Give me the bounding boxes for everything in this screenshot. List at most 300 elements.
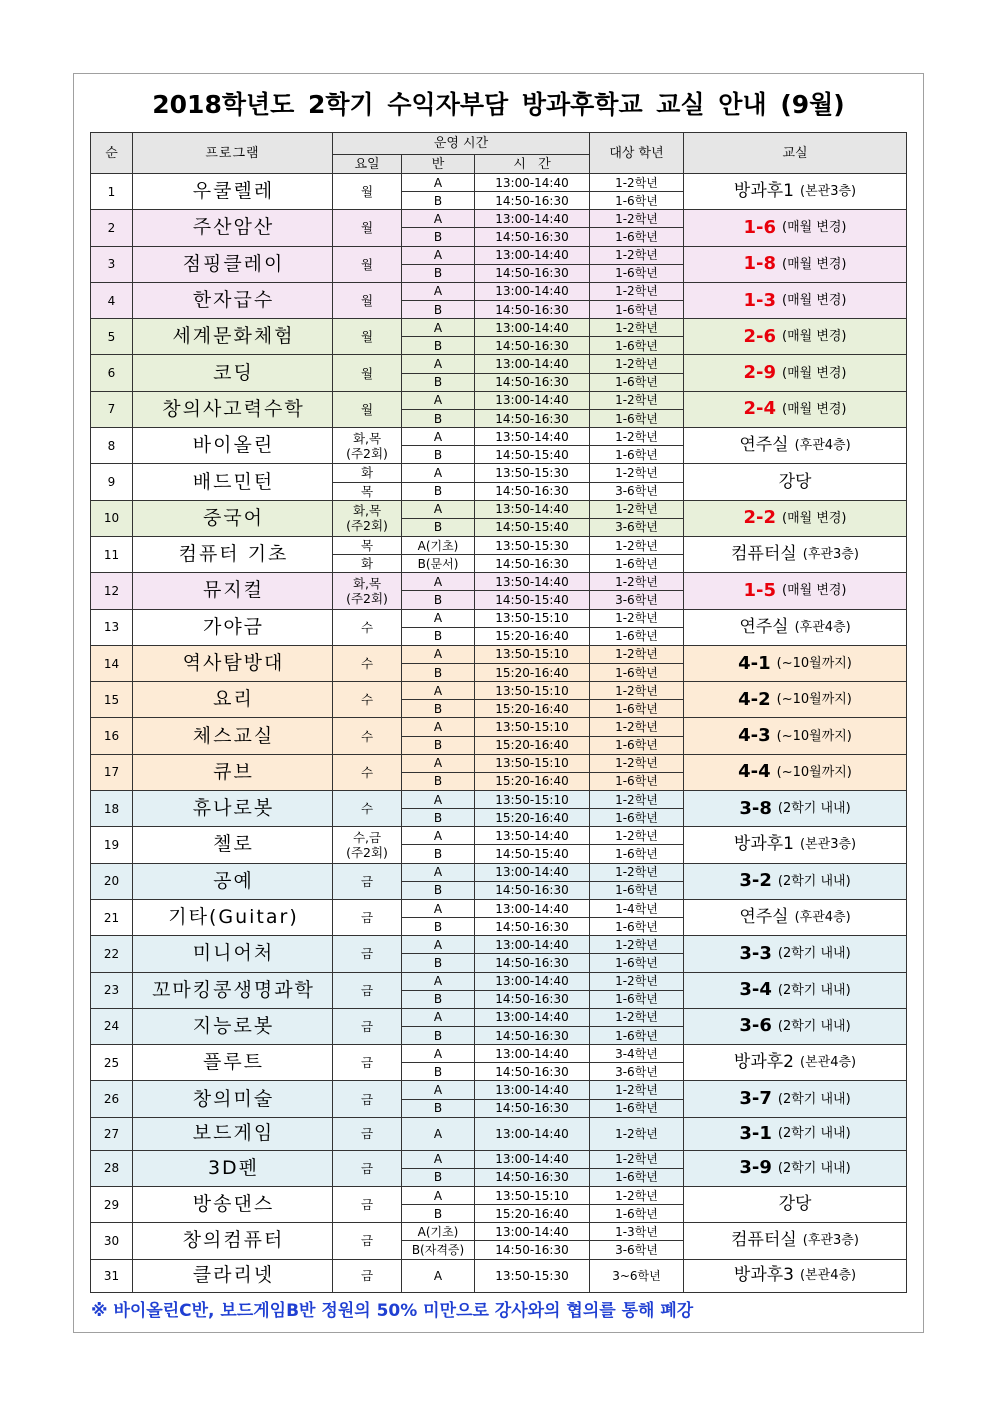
cell-program: 코딩	[133, 355, 333, 391]
cell-time: 14:50-16:30	[475, 374, 590, 392]
room-note: (2학기 내내)	[777, 873, 851, 889]
cell-time: 15:20-16:40	[475, 700, 590, 718]
room-name: 연주실	[739, 435, 789, 456]
day-line: (주2회)	[346, 445, 388, 461]
cell-program: 창의컴퓨터	[133, 1223, 333, 1259]
cell-program: 배드민턴	[133, 464, 333, 500]
cell-class: B(문서)	[402, 555, 475, 573]
cell-program: 뮤지컬	[133, 573, 333, 609]
cell-day	[333, 1187, 402, 1223]
cell-room	[684, 573, 907, 609]
cell-grade: 1-2학년	[590, 319, 684, 337]
cell-no: 6	[91, 355, 133, 391]
cell-grade: 1-6학년	[590, 1027, 684, 1045]
cell-class: B	[402, 700, 475, 718]
cell-class: B	[402, 664, 475, 682]
room-code: 2-4	[743, 398, 776, 420]
cell-time: 13:50-15:10	[475, 610, 590, 628]
cell-time: 14:50-16:30	[475, 918, 590, 936]
room-code: 3-3	[739, 942, 772, 964]
cell-class: B	[402, 1100, 475, 1118]
cell-no: 27	[91, 1118, 133, 1151]
cell-day	[333, 210, 402, 246]
cell-time: 13:50-15:10	[475, 718, 590, 736]
cell-room	[684, 1151, 907, 1187]
day-line: 수	[360, 656, 374, 671]
cell-no: 26	[91, 1081, 133, 1117]
cell-no: 20	[91, 864, 133, 900]
cell-class: B	[402, 337, 475, 355]
cell-program: 우쿨렐레	[133, 174, 333, 210]
cell-program: 플루트	[133, 1045, 333, 1081]
cell-grade: 1-6학년	[590, 882, 684, 900]
room-code: 3-4	[739, 979, 772, 1001]
cell-time: 13:00-14:40	[475, 247, 590, 265]
room-code: 1-5	[743, 579, 776, 601]
cell-room	[684, 610, 907, 646]
cell-program: 주산암산	[133, 210, 333, 246]
cell-day	[333, 1118, 402, 1151]
cell-time: 14:50-16:30	[475, 192, 590, 210]
cell-no: 25	[91, 1045, 133, 1081]
cell-no: 5	[91, 319, 133, 355]
cell-day	[333, 428, 402, 464]
cell-time: 13:50-14:40	[475, 827, 590, 845]
cell-room	[684, 428, 907, 464]
day-line: 수	[360, 619, 374, 635]
cell-class: B	[402, 991, 475, 1009]
header-room: 교실	[684, 133, 907, 174]
header-day: 요일	[333, 155, 402, 174]
room-note: (매월 변경)	[782, 583, 847, 599]
day-line: 금	[360, 1233, 374, 1249]
cell-grade: 1-2학년	[590, 646, 684, 664]
room-note: (매월 변경)	[782, 329, 847, 345]
cell-room	[684, 1081, 907, 1117]
cell-grade: 1-6학년	[590, 628, 684, 646]
cell-time: 13:00-14:40	[475, 1081, 590, 1099]
cell-day	[333, 900, 402, 936]
cell-class: B	[402, 809, 475, 827]
day-line: 월	[360, 401, 374, 417]
cell-grade: 1-6학년	[590, 809, 684, 827]
cell-time: 13:00-14:40	[475, 973, 590, 991]
cell-grade: 1-2학년	[590, 973, 684, 991]
room-note: (후관3층)	[802, 547, 859, 563]
day-line: 수	[360, 692, 374, 708]
cell-program: 공예	[133, 864, 333, 900]
cell-no: 23	[91, 973, 133, 1009]
day-line: 월	[360, 184, 374, 200]
header-class: 반	[402, 155, 475, 174]
room-code: 2-9	[743, 362, 776, 384]
cell-day	[333, 355, 402, 391]
cell-no: 29	[91, 1187, 133, 1223]
cell-room	[684, 210, 907, 246]
header-grade: 대상 학년	[590, 133, 684, 174]
cell-grade: 1-6학년	[590, 664, 684, 682]
cell-day	[333, 755, 402, 791]
cell-room	[684, 247, 907, 283]
cell-grade: 1-6학년	[590, 265, 684, 283]
day-line: (주2회)	[346, 590, 388, 606]
cell-program: 첼로	[133, 827, 333, 863]
cell-time: 13:50-14:40	[475, 573, 590, 591]
cell-class: B	[402, 1063, 475, 1081]
table-row	[91, 1223, 907, 1259]
cell-grade: 1-2학년	[590, 610, 684, 628]
footer-note: ※ 바이올린C반, 보드게임B반 정원의 50% 미만으로 강사와의 협의를 통해 폐강	[91, 1301, 694, 1321]
cell-program: 꼬마킹콩생명과학	[133, 973, 333, 1009]
cell-room	[684, 755, 907, 791]
cell-class: A	[402, 573, 475, 591]
cell-grade: 1-2학년	[590, 1151, 684, 1169]
cell-class: B	[402, 446, 475, 464]
cell-time: 14:50-16:30	[475, 882, 590, 900]
cell-day	[333, 646, 402, 682]
cell-grade: 1-6학년	[590, 954, 684, 972]
cell-time: 15:20-16:40	[475, 1205, 590, 1223]
cell-program: 보드게임	[133, 1118, 333, 1151]
cell-time: 14:50-16:30	[475, 954, 590, 972]
cell-time: 14:50-16:30	[475, 1169, 590, 1187]
cell-time: 13:50-15:10	[475, 1187, 590, 1205]
table-header	[91, 133, 907, 174]
table-row	[91, 537, 907, 573]
cell-grade: 1-2학년	[590, 1009, 684, 1027]
table-row	[91, 610, 907, 646]
room-note: (~10월까지)	[776, 656, 852, 671]
table-row	[91, 501, 907, 537]
header-program: 프로그램	[133, 133, 333, 174]
room-note: (~10월까지)	[776, 692, 852, 708]
cell-room	[684, 319, 907, 355]
cell-time: 13:00-14:40	[475, 900, 590, 918]
cell-time: 13:00-14:40	[475, 1009, 590, 1027]
room-name: 연주실	[739, 616, 789, 637]
room-note: (매월 변경)	[782, 220, 847, 236]
cell-grade: 1-2학년	[590, 682, 684, 700]
room-note: (후관3층)	[802, 1233, 859, 1249]
table-row	[91, 464, 907, 500]
cell-no: 17	[91, 755, 133, 791]
cell-no: 22	[91, 936, 133, 972]
table-row	[91, 1118, 907, 1151]
room-note: (후관4층)	[794, 619, 851, 635]
cell-grade: 1-4학년	[590, 900, 684, 918]
cell-class: B	[402, 301, 475, 319]
cell-class: B	[402, 591, 475, 609]
cell-time: 13:00-14:40	[475, 283, 590, 301]
cell-day	[333, 319, 402, 355]
cell-grade: 1-2학년	[590, 537, 684, 555]
day-line: 수	[360, 764, 374, 780]
room-name: 방과후1	[733, 834, 794, 855]
cell-day: 화	[333, 464, 402, 482]
day-line: 수	[360, 728, 374, 744]
cell-class: B	[402, 265, 475, 283]
cell-room	[684, 973, 907, 1009]
cell-no: 4	[91, 283, 133, 319]
cell-no: 18	[91, 791, 133, 827]
cell-class: B	[402, 1205, 475, 1223]
cell-program: 창의미술	[133, 1081, 333, 1117]
cell-time: 13:00-14:40	[475, 864, 590, 882]
cell-class: B	[402, 628, 475, 646]
cell-program: 지능로봇	[133, 1009, 333, 1045]
cell-class: A	[402, 646, 475, 664]
cell-no: 14	[91, 646, 133, 682]
cell-day	[333, 973, 402, 1009]
cell-grade: 3-6학년	[590, 1063, 684, 1081]
day-line: 금	[360, 1268, 374, 1284]
room-name: 컴퓨터실	[731, 1230, 797, 1251]
cell-class: A	[402, 755, 475, 773]
cell-time: 15:20-16:40	[475, 773, 590, 791]
header-operation-time: 운영 시간	[333, 133, 590, 155]
cell-class: B	[402, 228, 475, 246]
cell-time: 14:50-16:30	[475, 1241, 590, 1259]
room-note: (2학기 내내)	[777, 1160, 851, 1176]
cell-program: 바이올린	[133, 428, 333, 464]
room-note: (본관4층)	[800, 1055, 857, 1071]
cell-class: B	[402, 483, 475, 501]
cell-grade: 1-2학년	[590, 428, 684, 446]
room-note: (매월 변경)	[782, 365, 847, 381]
cell-time: 13:50-15:10	[475, 755, 590, 773]
cell-room	[684, 1187, 907, 1223]
cell-room	[684, 392, 907, 428]
table-row	[91, 1045, 907, 1081]
cell-no: 9	[91, 464, 133, 500]
cell-grade: 1-3학년	[590, 1223, 684, 1241]
cell-grade: 3-4학년	[590, 1045, 684, 1063]
cell-no: 10	[91, 501, 133, 537]
cell-grade: 1-6학년	[590, 773, 684, 791]
room-name: 강당	[778, 471, 812, 492]
cell-room	[684, 501, 907, 537]
cell-room	[684, 827, 907, 863]
cell-grade: 1-2학년	[590, 791, 684, 809]
table-row	[91, 755, 907, 791]
cell-grade: 1-2학년	[590, 174, 684, 192]
room-code: 4-4	[738, 761, 771, 783]
room-code: 4-1	[738, 652, 771, 674]
cell-class: B	[402, 954, 475, 972]
room-name: 방과후1	[733, 181, 794, 202]
day-line: 금	[360, 910, 374, 926]
cell-program: 중국어	[133, 501, 333, 537]
room-note: (~10월까지)	[776, 728, 852, 744]
room-note: (2학기 내내)	[777, 1126, 851, 1142]
cell-day	[333, 573, 402, 609]
room-code: 4-2	[738, 688, 771, 710]
cell-time: 13:00-14:40	[475, 1118, 590, 1151]
cell-time: 13:00-14:40	[475, 392, 590, 410]
day-line: 수	[360, 801, 374, 817]
cell-time: 14:50-15:40	[475, 446, 590, 464]
room-note: (매월 변경)	[782, 293, 847, 309]
cell-time: 13:50-15:30	[475, 1260, 590, 1293]
room-code: 2-2	[743, 507, 776, 529]
cell-grade: 1-6학년	[590, 374, 684, 392]
cell-time: 14:50-16:30	[475, 301, 590, 319]
table-row	[91, 174, 907, 210]
cell-day: 목	[333, 483, 402, 501]
cell-room	[684, 464, 907, 500]
cell-grade: 1-2학년	[590, 1118, 684, 1151]
room-note: (본관3층)	[800, 837, 857, 853]
cell-grade: 1-6학년	[590, 192, 684, 210]
room-code: 1-3	[743, 289, 776, 311]
cell-grade: 1-2학년	[590, 355, 684, 373]
table-row	[91, 392, 907, 428]
day-line: 금	[360, 1126, 374, 1142]
cell-no: 8	[91, 428, 133, 464]
cell-grade: 1-6학년	[590, 991, 684, 1009]
cell-grade: 1-2학년	[590, 392, 684, 410]
cell-day	[333, 1151, 402, 1187]
cell-room	[684, 1045, 907, 1081]
cell-room	[684, 864, 907, 900]
cell-program: 3D펜	[133, 1151, 333, 1187]
cell-room	[684, 537, 907, 573]
cell-program: 컴퓨터 기초	[133, 537, 333, 573]
cell-room	[684, 174, 907, 210]
cell-grade: 1-6학년	[590, 228, 684, 246]
cell-room	[684, 682, 907, 718]
cell-time: 15:20-16:40	[475, 737, 590, 755]
cell-class: A	[402, 791, 475, 809]
table-row	[91, 900, 907, 936]
cell-day	[333, 174, 402, 210]
cell-grade: 1-6학년	[590, 845, 684, 863]
room-name: 방과후2	[733, 1052, 794, 1073]
cell-no: 21	[91, 900, 133, 936]
cell-day	[333, 1045, 402, 1081]
cell-room	[684, 355, 907, 391]
room-note: (매월 변경)	[782, 510, 847, 526]
cell-class: B	[402, 519, 475, 537]
room-code: 3-1	[739, 1122, 772, 1144]
cell-program: 가야금	[133, 610, 333, 646]
cell-grade: 3-6학년	[590, 591, 684, 609]
room-note: (매월 변경)	[782, 256, 847, 272]
day-line: 월	[360, 220, 374, 236]
table-row	[91, 791, 907, 827]
day-line: 화,목	[352, 575, 382, 591]
day-line: 금	[360, 873, 374, 889]
cell-no: 1	[91, 174, 133, 210]
cell-grade: 1-6학년	[590, 918, 684, 936]
room-note: (2학기 내내)	[777, 1018, 851, 1034]
cell-time: 14:50-15:40	[475, 519, 590, 537]
cell-class: B(자격증)	[402, 1241, 475, 1259]
cell-class: A	[402, 610, 475, 628]
room-code: 1-6	[743, 216, 776, 238]
cell-program: 한자급수	[133, 283, 333, 319]
cell-grade: 1-2학년	[590, 247, 684, 265]
cell-grade: 1-6학년	[590, 446, 684, 464]
cell-time: 13:00-14:40	[475, 210, 590, 228]
cell-no: 12	[91, 573, 133, 609]
cell-class: A	[402, 1045, 475, 1063]
cell-grade: 1-2학년	[590, 283, 684, 301]
cell-time: 13:00-14:40	[475, 1045, 590, 1063]
room-code: 3-7	[739, 1088, 772, 1110]
table-row	[91, 283, 907, 319]
cell-time: 14:50-15:40	[475, 591, 590, 609]
table-row	[91, 936, 907, 972]
cell-class: B	[402, 918, 475, 936]
table-row	[91, 682, 907, 718]
cell-grade: 1-2학년	[590, 1187, 684, 1205]
room-note: (2학기 내내)	[777, 946, 851, 962]
cell-class: A	[402, 682, 475, 700]
cell-room	[684, 1009, 907, 1045]
cell-time: 13:00-14:40	[475, 355, 590, 373]
cell-day	[333, 247, 402, 283]
room-name: 강당	[778, 1194, 812, 1215]
cell-room	[684, 791, 907, 827]
cell-program: 점핑클레이	[133, 247, 333, 283]
cell-room	[684, 900, 907, 936]
cell-class: B	[402, 1027, 475, 1045]
table-row	[91, 1187, 907, 1223]
cell-time: 13:50-15:10	[475, 791, 590, 809]
cell-no: 11	[91, 537, 133, 573]
cell-grade: 1-6학년	[590, 410, 684, 428]
cell-grade: 1-2학년	[590, 501, 684, 519]
table-row	[91, 973, 907, 1009]
table-row	[91, 827, 907, 863]
cell-class: B	[402, 192, 475, 210]
room-code: 3-8	[739, 797, 772, 819]
day-line: 월	[360, 365, 374, 381]
cell-class: B	[402, 737, 475, 755]
cell-class: A	[402, 319, 475, 337]
cell-program: 클라리넷	[133, 1260, 333, 1293]
cell-day	[333, 501, 402, 537]
cell-grade: 1-6학년	[590, 737, 684, 755]
cell-grade: 3-6학년	[590, 519, 684, 537]
cell-class: B	[402, 1169, 475, 1187]
cell-class: A	[402, 718, 475, 736]
cell-class: A	[402, 428, 475, 446]
cell-time: 13:50-15:30	[475, 537, 590, 555]
cell-grade: 1-6학년	[590, 1205, 684, 1223]
cell-day	[333, 1223, 402, 1259]
cell-room	[684, 646, 907, 682]
cell-time: 14:50-16:30	[475, 1027, 590, 1045]
cell-day	[333, 610, 402, 646]
cell-grade: 1-6학년	[590, 1169, 684, 1187]
cell-grade: 1-2학년	[590, 827, 684, 845]
table-row	[91, 573, 907, 609]
room-code: 4-3	[738, 725, 771, 747]
cell-class: A	[402, 1118, 475, 1151]
room-code: 2-6	[743, 325, 776, 347]
cell-day	[333, 392, 402, 428]
cell-time: 14:50-16:30	[475, 1063, 590, 1081]
table-row	[91, 1009, 907, 1045]
cell-day	[333, 718, 402, 754]
cell-time: 13:50-15:10	[475, 682, 590, 700]
day-line: 금	[360, 1091, 374, 1107]
cell-grade: 1-2학년	[590, 573, 684, 591]
cell-class: A	[402, 247, 475, 265]
cell-grade: 3-6학년	[590, 483, 684, 501]
